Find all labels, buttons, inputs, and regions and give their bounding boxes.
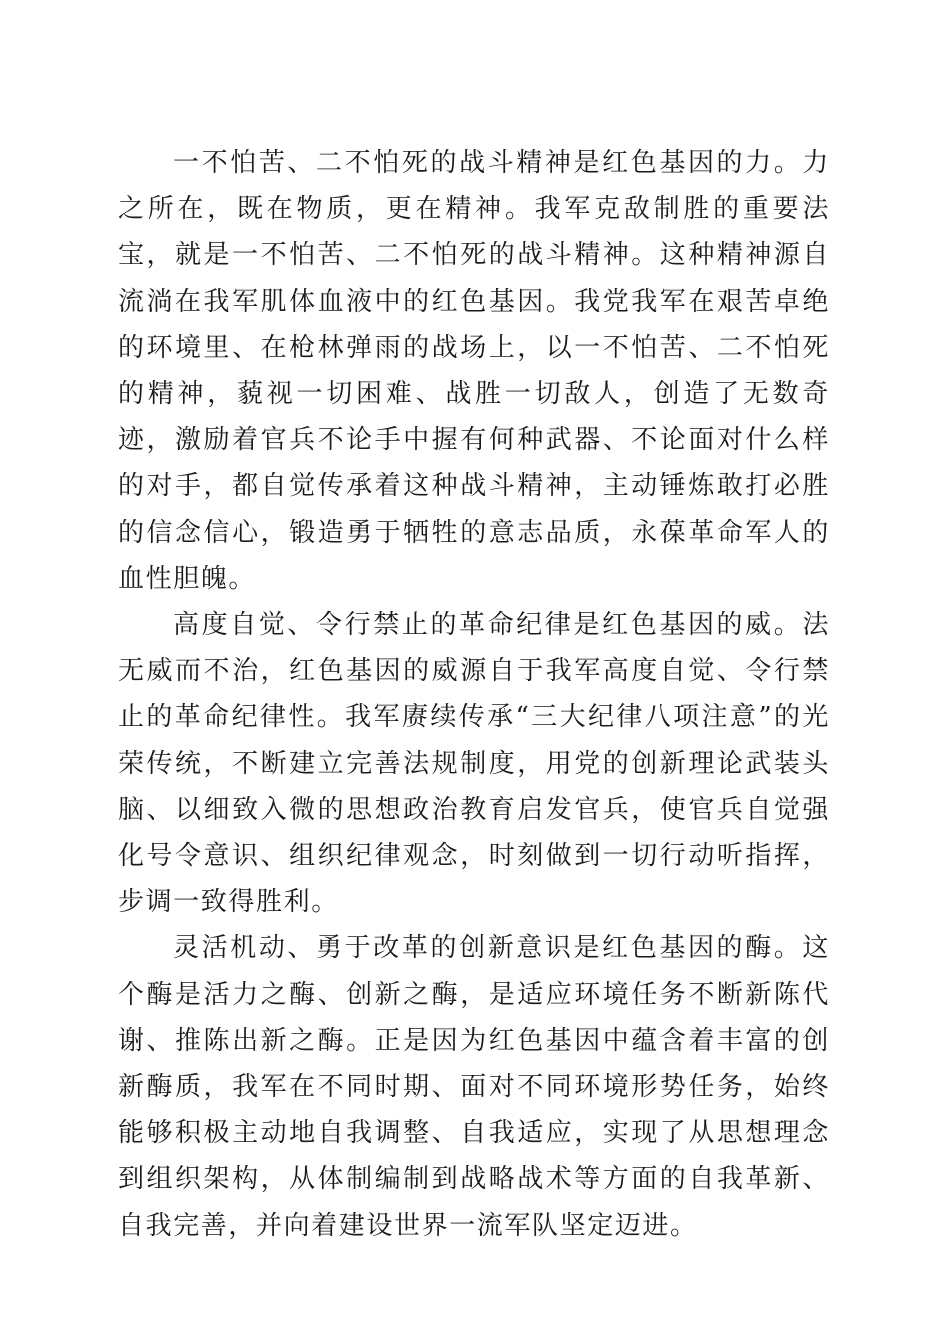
paragraph-combat-spirit: 一不怕苦、二不怕死的战斗精神是红色基因的力。力之所在，既在物质，更在精神。我军克敌制胜的重要法宝，就是一不怕苦、二不怕死的战斗精神。这种精神源自流淌在我军肌体血液中的红色基因。我党我军在艰苦卓绝的环境里、在枪林弹雨的战场上，以一不怕苦、二不怕死的精神，藐视一切困难、战胜一切敌人，创造了无数奇迹，激励着官兵不论手中握有何种武器、不论面对什么样的对手，都自觉传承着这种战斗精神，主动锤炼敢打必胜的信念信心，锻造勇于牺牲的意志品质，永葆革命军人的血性胆魄。 (118, 148, 830, 594)
paragraph-revolutionary-discipline: 高度自觉、令行禁止的革命纪律是红色基因的威。法无威而不治，红色基因的威源自于我军高度自觉、令行禁止的革命纪律性。我军赓续传承“三大纪律八项注意”的光荣传统，不断建立完善法规制度，用党的创新理论武装头脑、以细致入微的思想政治教育启发官兵，使官兵自觉强化号令意识、组织纪律观念，时刻做到一切行动听指挥，步调一致得胜利。 (118, 610, 830, 918)
paragraph-innovation-awareness: 灵活机动、勇于改革的创新意识是红色基因的酶。这个酶是活力之酶、创新之酶，是适应环境任务不断新陈代谢、推陈出新之酶。正是因为红色基因中蕴含着丰富的创新酶质，我军在不同时期、面对不同环境形势任务，始终能够积极主动地自我调整、自我适应，实现了从思想理念到组织架构，从体制编制到战略战术等方面的自我革新、自我完善，并向着建设世界一流军队坚定迈进。 (118, 933, 830, 1241)
document-body (118, 140, 830, 1249)
